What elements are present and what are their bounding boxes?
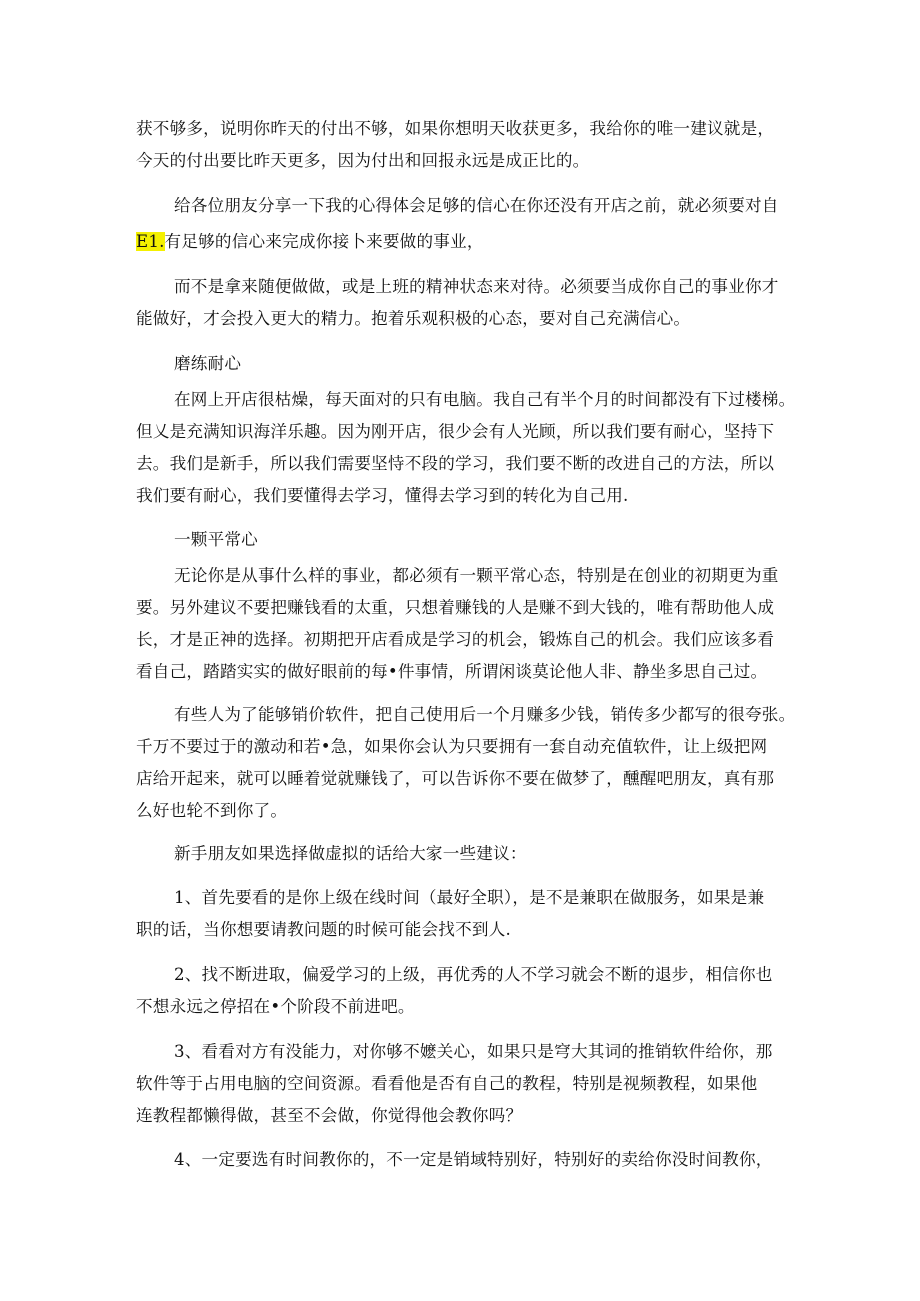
text-line: 要。另外建议不要把赚钱看的太重，只想着赚钱的人是赚不到大钱的，唯有帮助他人成 — [136, 598, 775, 617]
paragraph — [136, 1144, 788, 1176]
text-line: 但乂是充满知识海洋乐趣。因为刚开店，很少会有人光顾，所以我们要有耐心，坚持下 — [136, 422, 775, 441]
heading-text: 一颗平常心 — [174, 530, 258, 549]
text-line: 我们要有耐心，我们要懂得去学习，懂得去学习到的转化为自己用. — [136, 486, 629, 505]
paragraph — [136, 882, 788, 946]
text-line: 获不够多，说明你昨天的付出不够，如果你想明天收获更多，我给你的唯一建议就是， — [136, 119, 775, 138]
document-body — [136, 113, 796, 1176]
text-line: 无论你是从事什么样的事业，都必须有一颗平常心态，特别是在创业的初期更为重 — [174, 566, 779, 585]
paragraph — [136, 271, 788, 335]
text-line: 4、一定要选有时间教你的，不一定是销域特别好，特别好的卖给你没时间教你， — [174, 1150, 773, 1169]
paragraph — [136, 699, 796, 827]
text-line: 今天的付出要比昨天更多，因为付出和回报永远是成正比的。 — [136, 151, 590, 170]
text-line: 1、首先要看的是你上级在线时间（最好全职），是不是兼职在做服务，如果是兼 — [174, 888, 765, 907]
text-line: 去。我们是新手，所以我们需要坚恃不段的学习，我们要不断的改进自己的方法，所以 — [136, 454, 775, 473]
paragraph — [136, 1036, 788, 1132]
section-heading — [136, 348, 788, 380]
text-line: 在网上开店很枯燥，每天面对的只有电脑。我自己有半个月的时间都没有下过楼梯。 — [174, 390, 796, 409]
text-line: 不想永远之停招在•个阶段不前进吧。 — [136, 997, 415, 1016]
text-line: 么好也轮不到你了。 — [136, 801, 288, 820]
text-line: 店给开起来，就可以睡着觉就赚钱了，可以告诉你不要在做梦了，醺醒吧朋友，真有那 — [136, 769, 775, 788]
heading-text: 磨练耐心 — [174, 354, 242, 373]
section-heading — [136, 524, 788, 556]
text-line: 软件等于占用电脑的空间资源。看看他是否有自己的教程，特别是视频教程，如果他 — [136, 1074, 758, 1093]
text-line: 连教程都懒得做，甚至不会做，你觉得他会教你吗？ — [136, 1106, 523, 1125]
text-line: 有些人为了能够销价软件，把自己使用后一个月赚多少钱，销传多少都写的很夸张。 — [174, 705, 796, 724]
text-line: 职的话，当你想要请教问题的时候可能会找不到人. — [136, 920, 511, 939]
text-line: 3、看看对方有没能力，对你够不嬷关心，如果只是穹大其词的推销软件给你，那 — [174, 1042, 773, 1061]
highlight-marker: E1. — [136, 232, 165, 251]
text-line — [136, 226, 788, 258]
paragraph — [136, 838, 788, 870]
text-line: 2、找不断进取，偏爱学习的上级，再优秀的人不学习就会不断的退步，相信你也 — [174, 965, 773, 984]
text-line: 能做好，才会投入更大的精力。抱着乐观积极的心态，要对自己充满信心。 — [136, 309, 691, 328]
paragraph — [136, 113, 788, 177]
paragraph — [136, 226, 788, 258]
text-line: 千万不要过于的激动和若•急，如果你会认为只要拥有一套自动充值软件，让上级把网 — [136, 737, 768, 756]
text-line: 而不是拿来随便做做，或是上班的精神状态来对待。必须要当成你自己的事业你才 — [174, 277, 779, 296]
text-line: 给各位朋友分享一下我的心得体会足够的信心在你还没有开店之前，就必须要对自 — [174, 196, 779, 215]
paragraph — [136, 959, 788, 1023]
text-line: 长，才是正神的选择。初期把开店看成是学习的机会，锻炼自己的机会。我们应该多看 — [136, 630, 775, 649]
text-line: 看自己，踏踏实实的做好眼前的每•件事情，所谓闲谈莫论他人非、静坐多思自己过。 — [136, 662, 768, 681]
paragraph — [136, 384, 796, 512]
paragraph — [136, 190, 788, 222]
text-line-content: 有足够的信心来完成你接卜来要做的事业， — [164, 232, 484, 251]
paragraph — [136, 560, 788, 688]
text-line: 新手朋友如果选择做虚拟的话给大家一些建议： — [174, 844, 527, 863]
